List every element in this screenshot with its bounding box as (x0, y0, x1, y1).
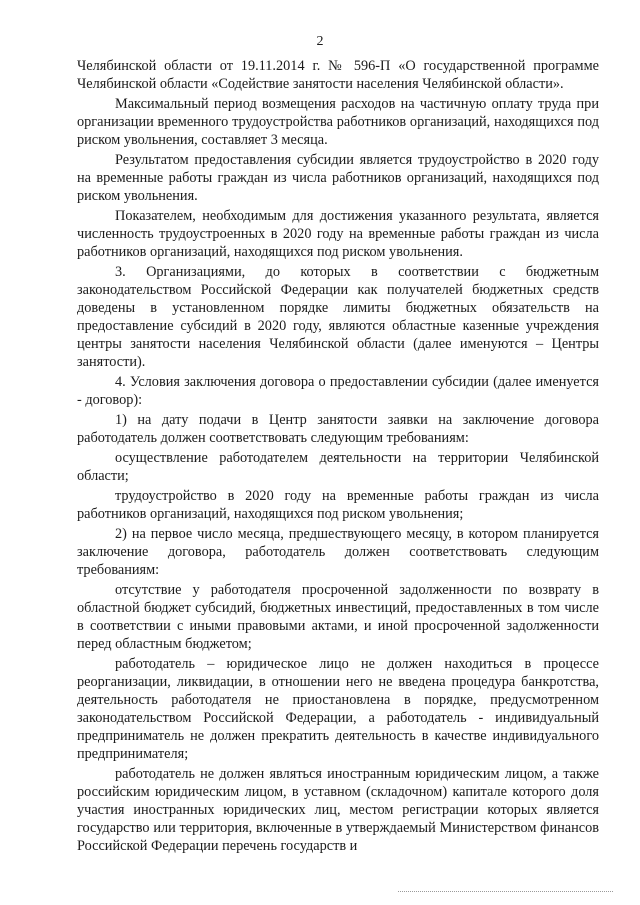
paragraph-decree-reference: Челябинской области от 19.11.2014 г. № 596-П «О государственной программе Челябинской области «Содействие занятости населения Челябинской области». (77, 58, 599, 92)
paragraph-section-4: 4. Условия заключения договора о предоставлении субсидии (далее именуется - договор): (77, 374, 599, 408)
paragraph-result: Результатом предоставления субсидии является трудоустройство в 2020 году на временные работы граждан из числа работников организаций, находящихся под риском увольнения. (77, 152, 599, 204)
page-number: 2 (316, 34, 324, 49)
paragraph-requirement-no-reorganization: работодатель – юридическое лицо не должен находиться в процессе реорганизации, ликвидации, в отношении него не введена процедура банкротства, деятельность работодателя не приостановлена в порядке, предусмотренном законодательством Российской Федерации, а работодатель - индивидуальный предприниматель не должен прекратить деятельность в качестве индивидуального предпринимателя; (77, 656, 599, 762)
paragraph-item-1: 1) на дату подачи в Центр занятости заявки на заключение договора работодатель должен соответствовать следующим требованиям: (77, 412, 599, 446)
paragraph-indicator: Показателем, необходимым для достижения указанного результата, является численность трудоустроенных в 2020 году на временные работы граждан из числа работников организаций, находящихся под риском увольнения. (77, 208, 599, 260)
paragraph-section-3: 3. Организациями, до которых в соответствии с бюджетным законодательством Российской Федерации как получателей бюджетных средств доведены в установленном порядке лимиты бюджетных обязательств на предоставление субсидий в 2020 году, являются областные казенные учреждения центры занятости населения Челябинской области (далее именуются – Центры занятости). (77, 264, 599, 370)
paragraph-requirement-territory: осуществление работодателем деятельности на территории Челябинской области; (77, 450, 599, 484)
footer-dotted-rule (398, 891, 613, 892)
paragraph-item-2: 2) на первое число месяца, предшествующего месяцу, в котором планируется заключение договора, работодатель должен соответствовать следующим требованиям: (77, 526, 599, 578)
paragraph-max-period: Максимальный период возмещения расходов на частичную оплату труда при организации временного трудоустройства работников организаций, находящихся под риском увольнения, составляет 3 месяца. (77, 96, 599, 148)
paragraph-requirement-no-debt: отсутствие у работодателя просроченной задолженности по возврату в областной бюджет субсидий, бюджетных инвестиций, предоставленных в том числе в соответствии с иными правовыми актами, и иной просроченной задолженности перед областным бюджетом; (77, 582, 599, 652)
paragraph-requirement-employment: трудоустройство в 2020 году на временные работы граждан из числа работников организаций, находящихся под риском увольнения; (77, 488, 599, 522)
document-body (77, 57, 599, 857)
paragraph-requirement-not-foreign: работодатель не должен являться иностранным юридическим лицом, а также российским юридическим лицом, в уставном (складочном) капитале которого доля участия иностранных юридических лиц, местом регистрации которых является государство или территория, включенные в утверждаемый Министерством финансов Российской Федерации перечень государств и (77, 766, 599, 854)
